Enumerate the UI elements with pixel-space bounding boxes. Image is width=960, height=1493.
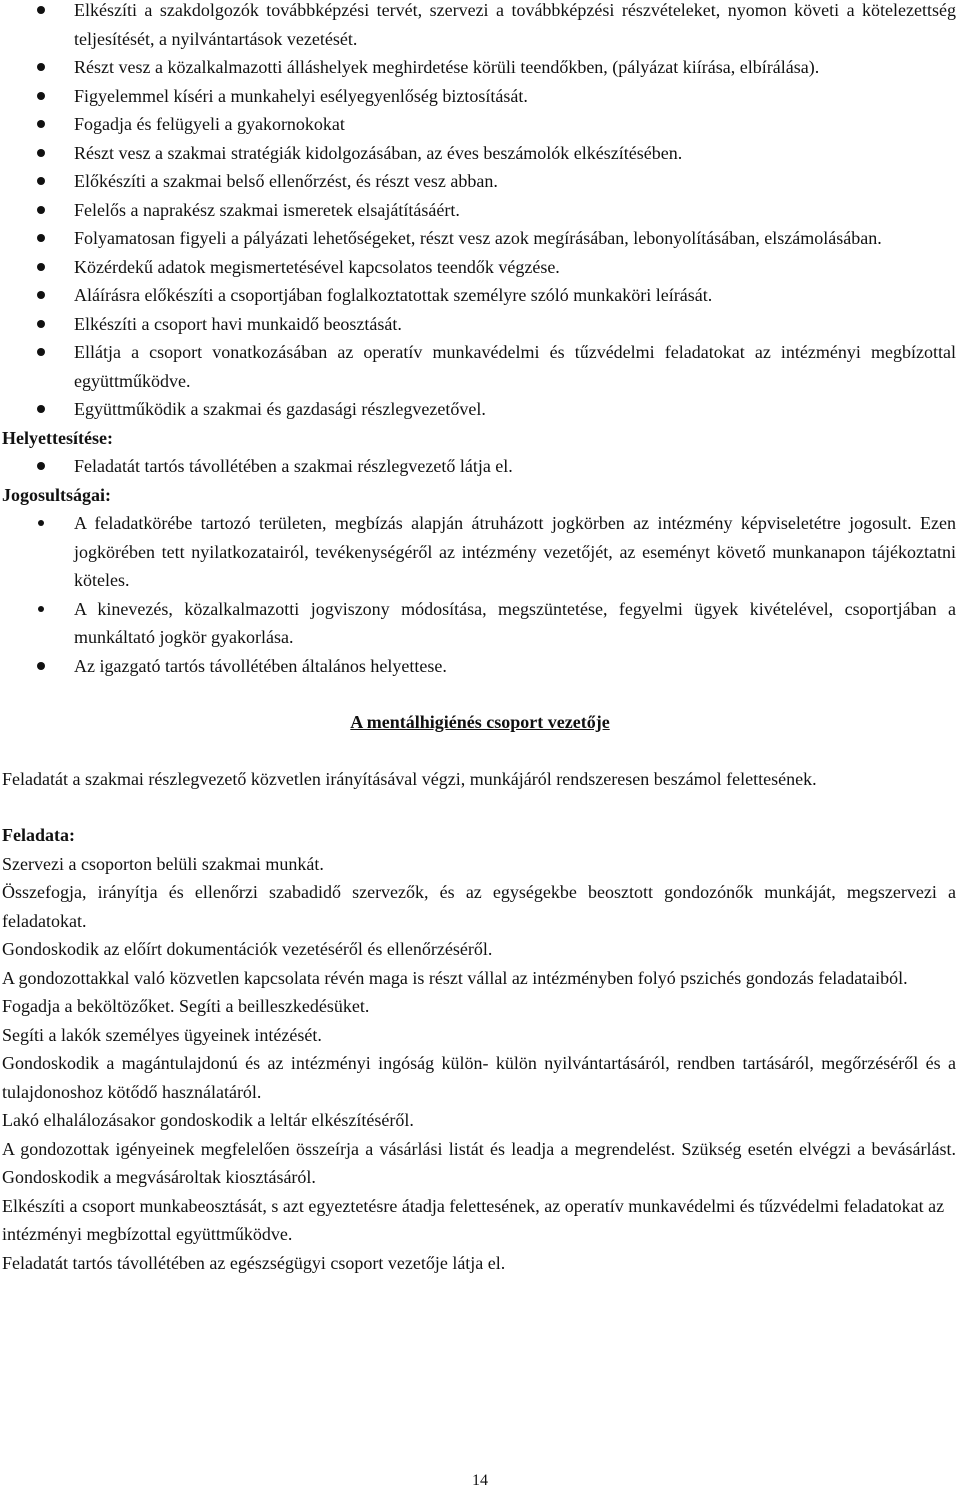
intro-bullet-list	[0, 0, 960, 424]
intro-paragraph: Feladatát a szakmai részlegvezető közvetlen irányításával végzi, munkájáról rendszeresen beszámol felettesének.	[2, 768, 817, 789]
jogosultsagai-list	[0, 509, 960, 652]
list-item: Előkészíti a szakmai belső ellenőrzést, és részt vesz abban.	[0, 167, 960, 196]
list-item: Feladatát tartós távollétében a szakmai részlegvezető látja el.	[0, 452, 960, 481]
jogosultsagai-heading: Jogosultságai:	[2, 484, 112, 505]
jogosultsagai-list-2	[0, 652, 960, 681]
paragraph: Feladatát tartós távollétében az egészségügyi csoport vezetője látja el.	[2, 1252, 506, 1273]
list-item: Együttműködik a szakmai és gazdasági részlegvezetővel.	[0, 395, 960, 424]
feladata-heading: Feladata:	[2, 825, 75, 845]
list-item: Ellátja a csoport vonatkozásában az operatív munkavédelmi és tűzvédelmi feladatokat az intézményi megbízottal együttműködve.	[0, 338, 960, 395]
paragraph: Szervezi a csoporton belüli szakmai munkát.	[2, 853, 324, 874]
list-item: A feladatkörébe tartozó területen, megbízás alapján átruházott jogkörben az intézmény képviseletétre jogosult. Ezen jogkörében tett nyilatkozatairól, tevékenységéről az intézmény vezetőjét, az eseményt követő munkanapon tájékoztatni köteles.	[0, 509, 960, 595]
paragraph: Összefogja, irányítja és ellenőrzi szabadidő szervezők, és az egységekbe beosztott gondozónők munkáját, megszervezi a feladatokat.	[2, 882, 956, 931]
paragraph: Gondoskodik a magántulajdonú és az intézményi ingóság külön- külön nyilvántartásáról, rendben tartásáról, megőrzéséről és a tulajdonoshoz kötődő használatáról.	[2, 1053, 956, 1102]
page-number: 14	[472, 1472, 488, 1489]
list-item: Az igazgató tartós távollétében általános helyettese.	[0, 652, 960, 681]
section-title: A mentálhigiénés csoport vezetője	[350, 712, 610, 732]
paragraph: Lakó elhalálozásakor gondoskodik a leltár elkészítéséről.	[2, 1110, 414, 1130]
list-item: Figyelemmel kíséri a munkahelyi esélyegyenlőség biztosítását.	[0, 82, 960, 111]
list-item: Folyamatosan figyeli a pályázati lehetőségeket, részt vesz azok megírásában, lebonyolításában, elszámolásában.	[0, 224, 960, 253]
paragraph: Gondoskodik az előírt dokumentációk vezetéséről és ellenőrzéséről.	[2, 939, 493, 959]
list-item: Elkészíti a szakdolgozók továbbképzési tervét, szervezi a továbbképzési részvételeket, nyomon követi a kötelezettség teljesítését, a nyilvántartások vezetését.	[0, 0, 960, 53]
list-item: Fogadja és felügyeli a gyakornokokat	[0, 110, 960, 139]
paragraph: Elkészíti a csoport munkabeosztását, s azt egyeztetésre átadja felettesének, az operatív munkavédelmi és tűzvédelmi feladatokat az intézményi megbízottal együttműködve.	[2, 1195, 945, 1244]
paragraph: A gondozottak igényeinek megfelelően összeírja a vásárlási listát és leadja a megrendelést. Szükség esetén elvégzi a bevásárlást. Gondoskodik a megvásároltak kiosztásáról.	[2, 1138, 956, 1187]
list-item: Részt vesz a közalkalmazotti álláshelyek meghirdetése körüli teendőkben, (pályázat kiírása, elbírálása).	[0, 53, 960, 82]
list-item: Aláírásra előkészíti a csoportjában foglalkoztatottak személyre szóló munkaköri leírását.	[0, 281, 960, 310]
helyettesites-list	[0, 452, 960, 481]
feladata-paragraphs	[0, 850, 960, 1278]
helyettesites-heading: Helyettesítése:	[2, 427, 113, 448]
list-item: Részt vesz a szakmai stratégiák kidolgozásában, az éves beszámolók elkészítésében.	[0, 139, 960, 168]
list-item: Közérdekű adatok megismertetésével kapcsolatos teendők végzése.	[0, 253, 960, 282]
list-item: Felelős a naprakész szakmai ismeretek elsajátításáért.	[0, 196, 960, 225]
paragraph: A gondozottakkal való közvetlen kapcsolata révén maga is részt vállal az intézményben folyó pszichés gondozás feladataiból.	[2, 967, 908, 988]
list-item: Elkészíti a csoport havi munkaidő beosztását.	[0, 310, 960, 339]
list-item: A kinevezés, közalkalmazotti jogviszony módosítása, megszüntetése, fegyelmi ügyek kivételével, csoportjában a munkáltató jogkör gyakorlása.	[0, 595, 960, 652]
paragraph: Fogadja a beköltözőket. Segíti a beilleszkedésüket.	[2, 996, 370, 1016]
paragraph: Segíti a lakók személyes ügyeinek intézését.	[2, 1024, 322, 1045]
